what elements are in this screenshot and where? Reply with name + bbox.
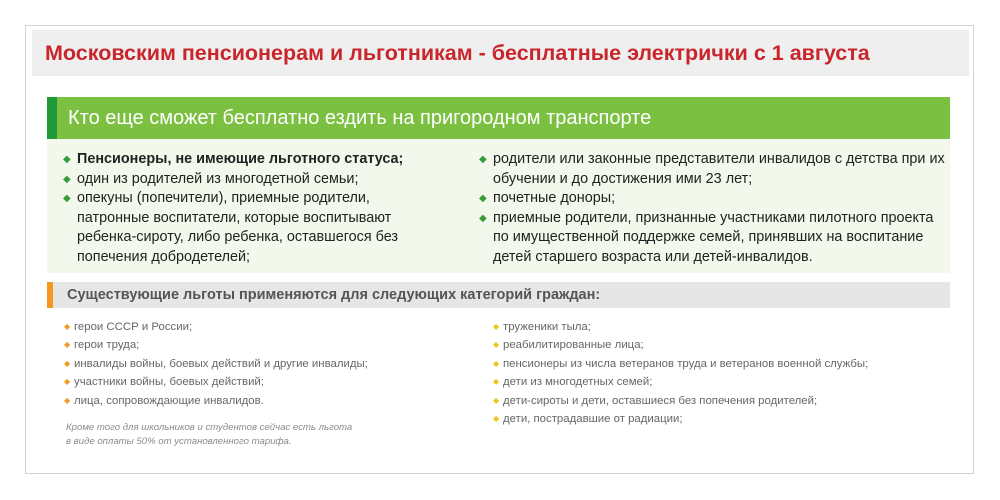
diamond-bullet-icon: ◆ <box>479 154 487 165</box>
list-item: ◆ почетные доноры; <box>478 189 948 209</box>
list-item: ◆ инвалиды войны, боевых действий и другие инвалиды; <box>64 355 368 373</box>
list-item: ◆ реабилитированные лица; <box>493 336 868 354</box>
list-item: ◆ дети, пострадавшие от радиации; <box>493 410 868 428</box>
diamond-bullet-icon: ◆ <box>64 322 71 331</box>
diamond-bullet-icon: ◆ <box>479 193 487 204</box>
list-item: ◆ лица, сопровождающие инвалидов. <box>64 392 368 410</box>
section2-right-list <box>493 318 868 428</box>
list-item: ◆ герои труда; <box>64 336 368 354</box>
page-title: Московским пенсионерам и льготникам - бесплатные электрички с 1 августа <box>45 41 870 65</box>
diamond-bullet-icon: ◆ <box>64 395 71 405</box>
diamond-bullet-icon: ◆ <box>493 395 500 405</box>
section1-right-list <box>478 150 948 267</box>
list-item: ◆ приемные родители, признанные участниками пилотного проекта по имущественной поддержке семей, принявших на воспитание детей старшего возраста или детей-инвалидов. <box>479 209 934 265</box>
section2-accent-stripe <box>47 282 53 308</box>
list-item: ◆ пенсионеры из числа ветеранов труда и ветеранов военной службы; <box>493 355 868 373</box>
diamond-bullet-icon: ◆ <box>493 340 500 350</box>
diamond-bullet-icon: ◆ <box>493 377 500 387</box>
list-item: ◆ родители или законные представители инвалидов с детства при их обучении и до достижения ими 23 лет; <box>479 151 945 187</box>
section1-accent-stripe <box>47 97 57 139</box>
diamond-bullet-icon: ◆ <box>63 154 71 165</box>
diamond-bullet-icon: ◆ <box>63 193 71 204</box>
footnote <box>66 421 396 448</box>
diamond-bullet-icon: ◆ <box>493 322 500 331</box>
diamond-bullet-icon: ◆ <box>479 212 487 224</box>
section2-left-list <box>64 318 368 410</box>
diamond-bullet-icon: ◆ <box>493 358 500 368</box>
list-item: ◆ дети-сироты и дети, оставшиеся без попечения родителей; <box>493 392 868 410</box>
diamond-bullet-icon: ◆ <box>64 340 71 350</box>
list-item: ◆ участники войны, боевых действий; <box>64 373 368 391</box>
title-bar <box>32 30 969 76</box>
diamond-bullet-icon: ◆ <box>493 414 500 424</box>
list-item: ◆ герои СССР и России; <box>64 318 368 336</box>
section2-heading: Существующие льготы применяются для следующих категорий граждан: <box>67 287 601 303</box>
list-item: ◆ труженики тыла; <box>493 318 868 336</box>
footnote-line: Кроме того для школьников и студентов сейчас есть льгота <box>66 422 353 433</box>
diamond-bullet-icon: ◆ <box>64 377 71 387</box>
section1-left-list <box>62 150 442 267</box>
list-item: ◆ один из родителей из многодетной семьи; <box>62 170 442 190</box>
list-item: ◆ опекуны (попечители), приемные родители, патронные воспитатели, которые воспитывают ребенка-сироту, либо ребенка, оставшегося без попечения добродетелей; <box>63 190 398 265</box>
diamond-bullet-icon: ◆ <box>63 173 71 185</box>
list-item: ◆ дети из многодетных семей; <box>493 373 868 391</box>
section1-heading: Кто еще сможет бесплатно ездить на пригородном транспорте <box>68 107 652 129</box>
diamond-bullet-icon: ◆ <box>64 358 71 368</box>
list-item: ◆ Пенсионеры, не имеющие льготного статуса; <box>62 150 442 170</box>
footnote-line: в виде оплаты 50% от установленного тарифа. <box>66 435 292 447</box>
